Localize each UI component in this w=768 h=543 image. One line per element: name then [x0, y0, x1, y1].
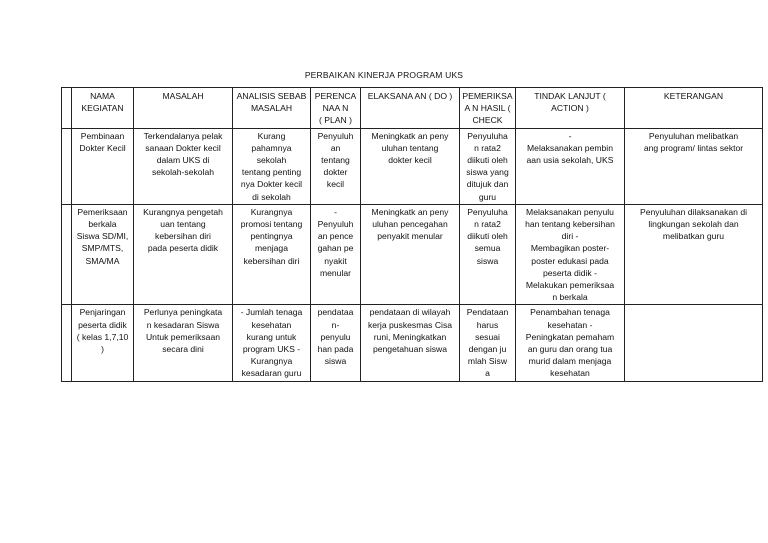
header-pelaksanaan: ELAKSANA AN ( DO )	[361, 88, 460, 129]
cell-analisis: Kurangnya promosi tentang pentingnya menjaga kebersihan diri	[233, 204, 311, 305]
row-marker	[62, 128, 72, 204]
header-keterangan: KETERANGAN	[625, 88, 763, 129]
cell-keterangan: Penyuluhan dilaksanakan di lingkungan sekolah dan melibatkan guru	[625, 204, 763, 305]
document-title: PERBAIKAN KINERJA PROGRAM UKS	[304, 70, 464, 80]
cell-masalah: Kurangnya pengetah uan tentang kebersihan diri pada peserta didik	[134, 204, 233, 305]
row-marker	[62, 305, 72, 381]
cell-check: Pendataan harus sesuai dengan ju mlah Sisw a	[460, 305, 516, 381]
header-nama-kegiatan: NAMA KEGIATAN	[72, 88, 134, 129]
cell-plan: - Penyuluh an pence gahan pe nyakit menular	[311, 204, 361, 305]
table-row	[62, 204, 763, 305]
header-masalah: MASALAH	[134, 88, 233, 129]
header-analisis-sebab: ANALISIS SEBAB MASALAH	[233, 88, 311, 129]
uks-program-table	[61, 87, 763, 382]
cell-masalah: Perlunya peningkata n kesadaran Siswa Untuk pemeriksaan secara dini	[134, 305, 233, 381]
cell-nama-kegiatan: Pemeriksaan berkala Siswa SD/MI, SMP/MTS, SMA/MA	[72, 204, 134, 305]
table-header-row	[62, 88, 763, 129]
cell-action: - Melaksanakan pembin aan usia sekolah, UKS	[516, 128, 625, 204]
cell-check: Penyuluha n rata2 diikuti oleh semua siswa	[460, 204, 516, 305]
cell-nama-kegiatan: Pembinaan Dokter Kecil	[72, 128, 134, 204]
header-blank	[62, 88, 72, 129]
cell-keterangan	[625, 305, 763, 381]
header-tindak-lanjut: TINDAK LANJUT ( ACTION )	[516, 88, 625, 129]
cell-plan: Penyuluh an tentang dokter kecil	[311, 128, 361, 204]
cell-do: Meningkatk an peny uluhan tentang dokter kecil	[361, 128, 460, 204]
cell-analisis: - Jumlah tenaga kesehatan kurang untuk program UKS - Kurangnya kesadaran guru	[233, 305, 311, 381]
cell-masalah: Terkendalanya pelak sanaan Dokter kecil dalam UKS di sekolah-sekolah	[134, 128, 233, 204]
table-row	[62, 128, 763, 204]
cell-plan: pendataa n- penyulu han pada siswa	[311, 305, 361, 381]
cell-analisis: Kurang pahamnya sekolah tentang penting nya Dokter kecil di sekolah	[233, 128, 311, 204]
cell-keterangan: Penyuluhan melibatkan ang program/ lintas sektor	[625, 128, 763, 204]
cell-action: Melaksanakan penyulu han tentang kebersihan diri - Membagikan poster- poster edukasi pada peserta didik - Melakukan pemeriksaa n berkala	[516, 204, 625, 305]
cell-do: Meningkatk an peny uluhan pencegahan penyakit menular	[361, 204, 460, 305]
cell-check: Penyuluha n rata2 diikuti oleh siswa yang ditujuk dan guru	[460, 128, 516, 204]
header-pemeriksaan: PEMERIKSA A N HASIL ( CHECK	[460, 88, 516, 129]
cell-do: pendataan di wilayah kerja puskesmas Cisa runi, Meningkatkan pengetahuan siswa	[361, 305, 460, 381]
row-marker	[62, 204, 72, 305]
header-perencanaan: PERENCA NAA N ( PLAN )	[311, 88, 361, 129]
table-row	[62, 305, 763, 381]
cell-nama-kegiatan: Penjaringan peserta didik ( kelas 1,7,10 )	[72, 305, 134, 381]
cell-action: Penambahan tenaga kesehatan - Peningkatan pemaham an guru dan orang tua murid dalam menjaga kesehatan	[516, 305, 625, 381]
